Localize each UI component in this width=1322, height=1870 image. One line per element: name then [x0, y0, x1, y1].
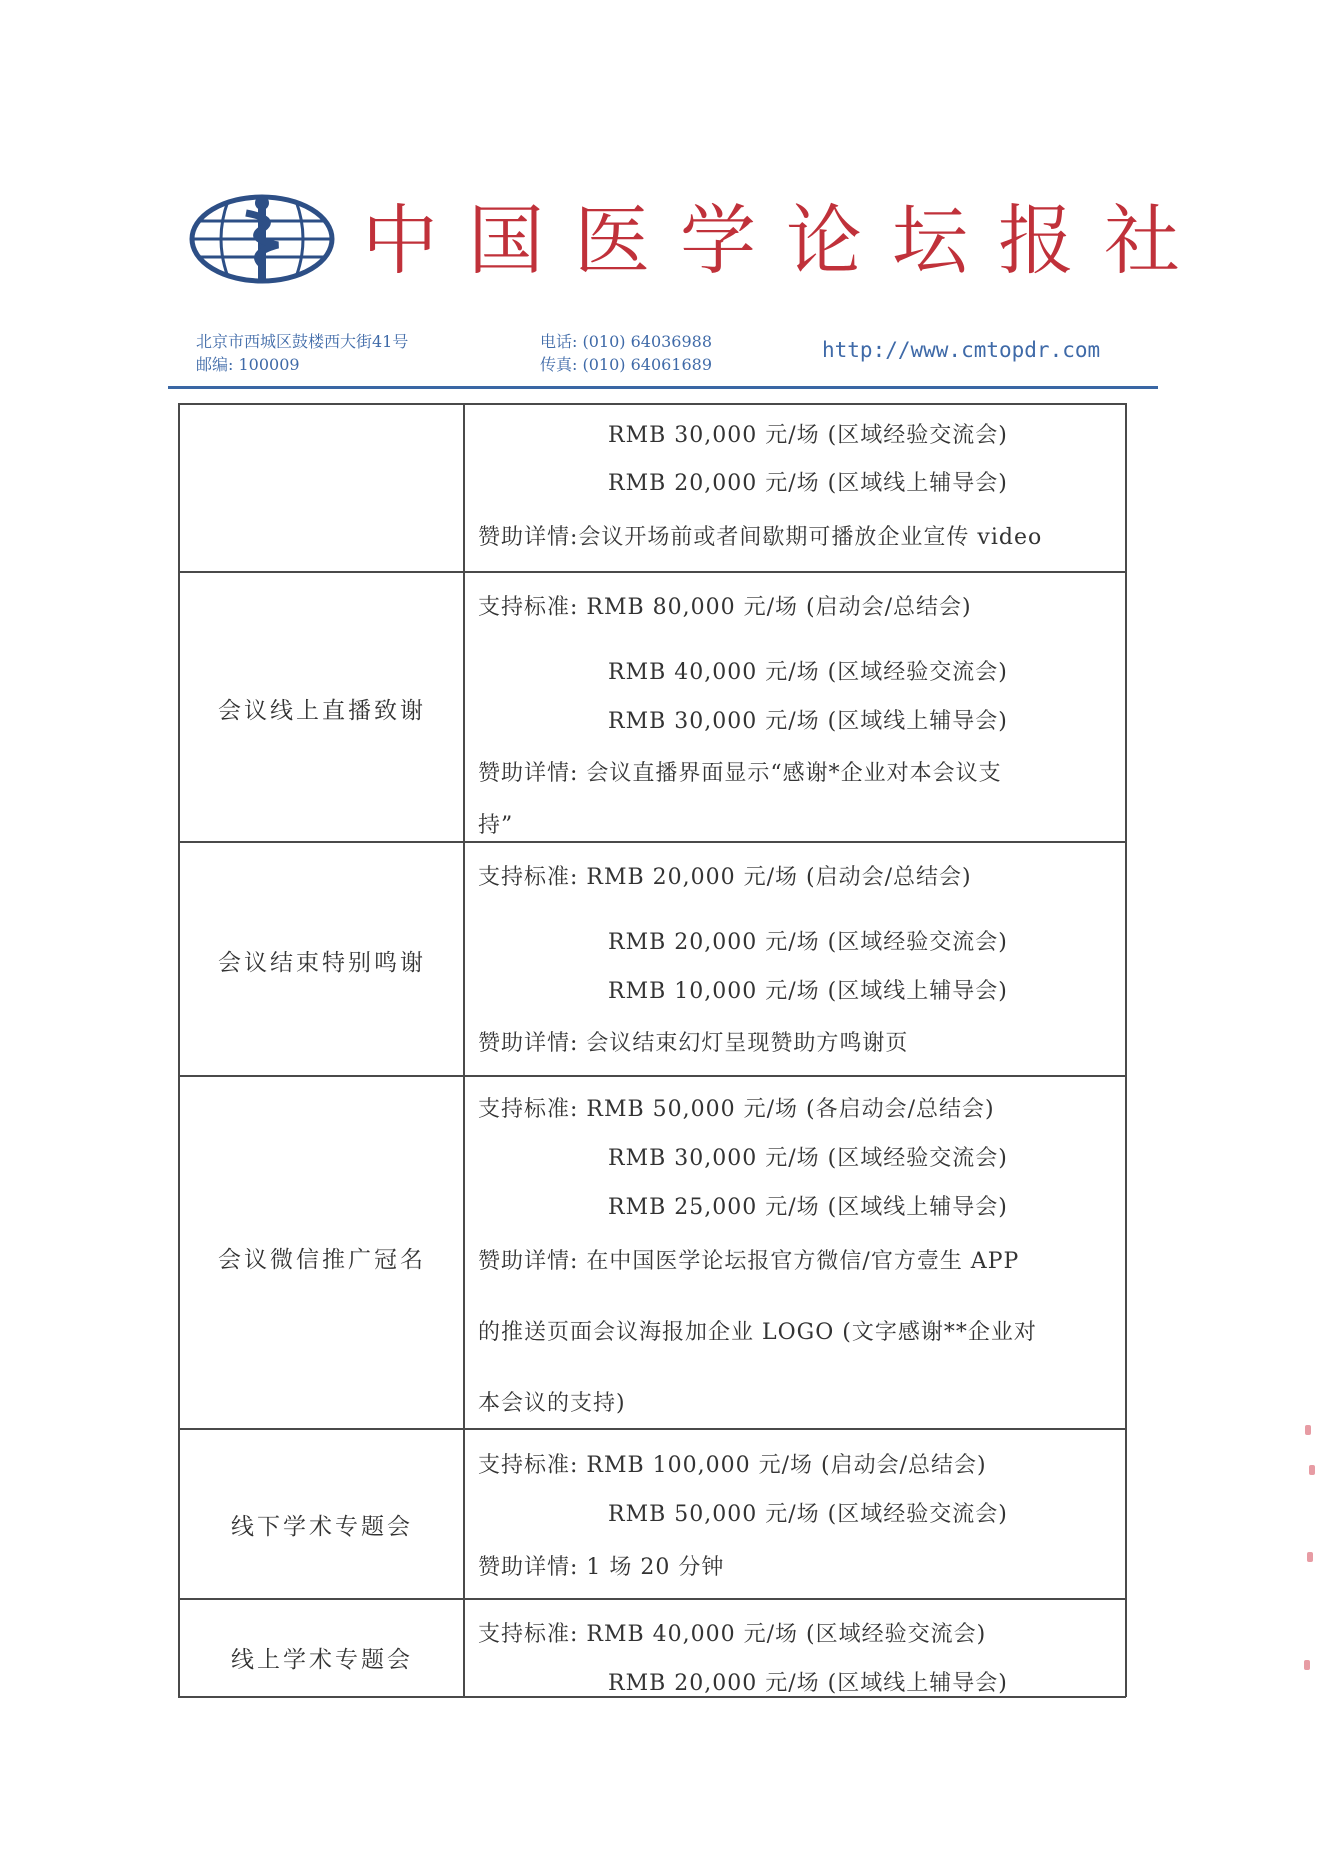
- fax-text: 传真: (010) 64061689: [540, 355, 713, 374]
- row5-label: 线下学术专题会: [231, 1514, 413, 1540]
- website-link[interactable]: http://www.cmtopdr.com: [822, 338, 1101, 362]
- row4-line3: RMB 25,000 元/场 (区域线上辅导会): [608, 1195, 1008, 1220]
- globe-caduceus-logo: [188, 193, 336, 285]
- row4-line2: RMB 30,000 元/场 (区域经验交流会): [608, 1146, 1008, 1171]
- seal-fragment: [1309, 1465, 1315, 1475]
- address-block: [196, 330, 408, 376]
- row4-line4: 赞助详情: 在中国医学论坛报官方微信/官方壹生 APP: [478, 1249, 1020, 1274]
- row4-line6: 本会议的支持): [478, 1391, 626, 1416]
- row-divider: [178, 1075, 1126, 1077]
- row4-label: 会议微信推广冠名: [218, 1247, 426, 1273]
- row3-label: 会议结束特别鸣谢: [218, 950, 426, 976]
- row5-line1: 支持标准: RMB 100,000 元/场 (启动会/总结会): [478, 1453, 987, 1478]
- row1-line2: RMB 20,000 元/场 (区域线上辅导会): [608, 471, 1008, 496]
- organization-name: 中国医学论坛报社: [362, 196, 1210, 285]
- row-divider: [178, 571, 1126, 573]
- row1-line1: RMB 30,000 元/场 (区域经验交流会): [608, 423, 1008, 448]
- seal-fragment: [1305, 1425, 1311, 1435]
- row4-line1: 支持标准: RMB 50,000 元/场 (各启动会/总结会): [478, 1097, 995, 1122]
- table-border-top: [178, 403, 1126, 405]
- row3-line1: 支持标准: RMB 20,000 元/场 (启动会/总结会): [478, 865, 972, 890]
- row5-line3: 赞助详情: 1 场 20 分钟: [478, 1555, 725, 1580]
- row-divider: [178, 1428, 1126, 1430]
- row4-line5: 的推送页面会议海报加企业 LOGO (文字感谢**企业对: [478, 1320, 1037, 1345]
- row1-line3: 赞助详情:会议开场前或者间歇期可播放企业宣传 video: [478, 525, 1043, 550]
- row3-line3: RMB 10,000 元/场 (区域线上辅导会): [608, 979, 1008, 1004]
- row2-label: 会议线上直播致谢: [218, 698, 426, 724]
- phone-fax-block: [540, 330, 712, 376]
- row2-line3: RMB 30,000 元/场 (区域线上辅导会): [608, 709, 1008, 734]
- row2-line4: 赞助详情: 会议直播界面显示“感谢*企业对本会议支: [478, 761, 1002, 786]
- phone-text: 电话: (010) 64036988: [540, 332, 713, 351]
- row5-line2: RMB 50,000 元/场 (区域经验交流会): [608, 1502, 1008, 1527]
- row2-line5: 持”: [478, 813, 514, 838]
- row2-line2: RMB 40,000 元/场 (区域经验交流会): [608, 660, 1008, 685]
- row-divider: [178, 841, 1126, 843]
- row-divider: [178, 1598, 1126, 1600]
- column-divider: [463, 403, 465, 1697]
- row2-line1: 支持标准: RMB 80,000 元/场 (启动会/总结会): [478, 595, 972, 620]
- row3-line4: 赞助详情: 会议结束幻灯呈现赞助方鸣谢页: [478, 1031, 909, 1056]
- row6-line1: 支持标准: RMB 40,000 元/场 (区域经验交流会): [478, 1622, 987, 1647]
- row6-line2: RMB 20,000 元/场 (区域线上辅导会): [608, 1671, 1008, 1696]
- address-text: 北京市西城区鼓楼西大街41号: [196, 332, 409, 351]
- table-border-left: [178, 403, 180, 1697]
- table-border-right: [1125, 403, 1127, 1697]
- postcode-text: 邮编: 100009: [196, 355, 300, 374]
- header-divider: [168, 386, 1158, 389]
- seal-fragment: [1304, 1660, 1310, 1670]
- row3-line2: RMB 20,000 元/场 (区域经验交流会): [608, 930, 1008, 955]
- row6-label: 线上学术专题会: [231, 1647, 413, 1673]
- seal-fragment: [1307, 1552, 1313, 1562]
